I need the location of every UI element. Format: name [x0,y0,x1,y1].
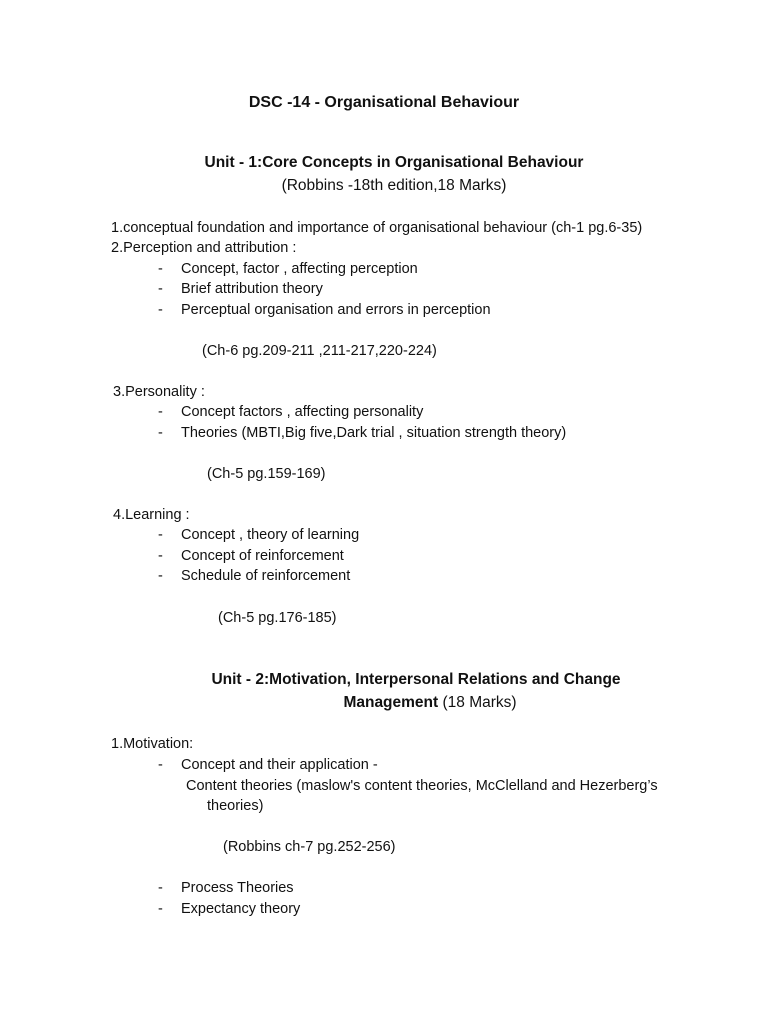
bullet-dash: - [158,281,163,297]
bullet-dash: - [158,568,163,584]
document-title: DSC -14 - Organisational Behaviour [248,94,520,111]
unit2-item1-bullet: Expectancy theory [181,901,301,917]
unit1-item3-bullet: Concept factors , affecting personality [181,404,424,420]
bullet-dash: - [158,261,163,277]
bullet-dash: - [158,901,163,917]
bullet-dash: - [158,425,163,441]
bullet-dash: - [158,757,163,773]
unit1-item2-bullet: Brief attribution theory [181,281,323,297]
unit2-heading-line2 [0,693,768,713]
unit1-item2-bullet: Concept, factor , affecting perception [181,261,418,277]
unit1-heading: Unit - 1:Core Concepts in Organisational Behaviour [204,154,584,171]
bullet-dash: - [158,302,163,318]
unit1-item3-title: 3.Personality : [113,384,205,400]
unit1-item2-title: 2.Perception and attribution : [111,240,297,256]
unit2-content-theories-line2: theories) [207,798,264,814]
unit1-item4-bullet: Concept of reinforcement [181,548,344,564]
unit2-heading-management: Management [343,694,439,711]
unit2-heading-line1: Unit - 2:Motivation, Interpersonal Relations and Change [211,671,621,688]
unit2-item1-bullet: Process Theories [181,880,294,896]
unit1-item4-title: 4.Learning : [113,507,190,523]
unit2-item1-bullet: Concept and their application - [181,757,378,773]
bullet-dash: - [158,527,163,543]
unit1-source: (Robbins -18th edition,18 Marks) [281,177,507,194]
unit1-item1: 1.conceptual foundation and importance of organisational behaviour (ch-1 pg.6-35) [111,220,643,236]
bullet-dash: - [158,404,163,420]
unit1-item2-ref: (Ch-6 pg.209-211 ,211-217,220-224) [202,343,437,359]
unit1-item2-bullet: Perceptual organisation and errors in perception [181,302,491,318]
bullet-dash: - [158,880,163,896]
unit1-item4-bullet: Schedule of reinforcement [181,568,351,584]
unit2-content-theories-line1: Content theories (maslow's content theories, McClelland and Hezerberg’s [186,778,658,794]
unit2-item1-title: 1.Motivation: [111,736,194,752]
unit1-item4-ref: (Ch-5 pg.176-185) [218,610,337,626]
unit1-item3-ref: (Ch-5 pg.159-169) [207,466,326,482]
unit2-marks: (18 Marks) [438,694,517,711]
unit2-item1-ref: (Robbins ch-7 pg.252-256) [223,839,396,855]
bullet-dash: - [158,548,163,564]
unit1-item3-bullet: Theories (MBTI,Big five,Dark trial , situation strength theory) [181,425,567,441]
unit1-item4-bullet: Concept , theory of learning [181,527,360,543]
